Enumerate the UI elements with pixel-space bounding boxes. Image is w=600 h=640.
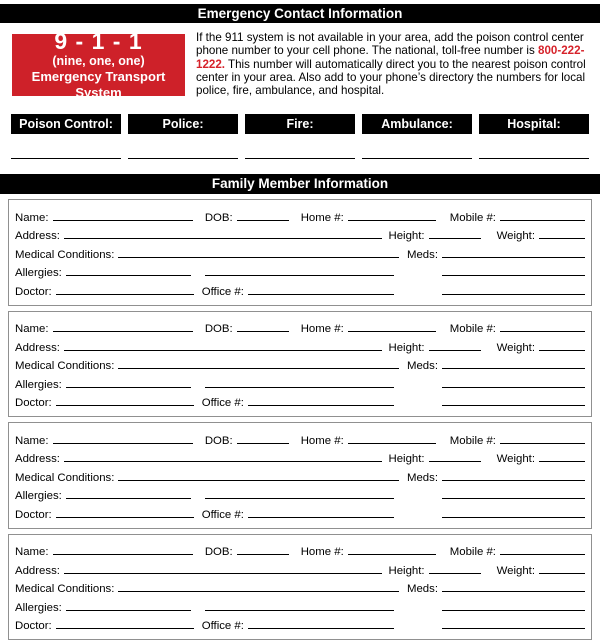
contact-column: [11, 114, 121, 159]
doctor-label: Doctor:: [15, 285, 52, 298]
name-label: Name:: [15, 546, 49, 559]
meds-label: Meds:: [406, 583, 438, 596]
dob-label: DOB:: [204, 211, 233, 224]
contact-number-field-line[interactable]: [479, 158, 589, 159]
member-row-identity: [15, 540, 585, 559]
paragraph-text-before: If the 911 system is not available in your area, add the poison control center phone number to your cell phone. The national, toll-free number is: [196, 31, 584, 58]
allergies-field-line[interactable]: [66, 275, 191, 276]
member-row-address: [15, 447, 585, 466]
office-phone-label: Office #:: [201, 508, 244, 521]
home-phone-label: Home #:: [300, 211, 344, 224]
contact-label-box: [479, 114, 589, 134]
name-label: Name:: [15, 434, 49, 447]
doctor-label: Doctor:: [15, 620, 52, 633]
contact-label: Fire:: [286, 117, 314, 132]
office-phone-label: Office #:: [201, 397, 244, 410]
meds-continuation-line-2[interactable]: [442, 517, 585, 518]
dob-label: DOB:: [204, 323, 233, 336]
contact-number-field-line[interactable]: [245, 158, 355, 159]
poison-control-phone-number: 800-222-1222.: [196, 44, 585, 71]
contact-label-box: [128, 114, 238, 134]
family-member-card: [8, 311, 592, 418]
contact-label: Police:: [162, 117, 204, 132]
dob-field-line[interactable]: [237, 331, 289, 332]
member-row-doctor: [15, 502, 585, 521]
name-label: Name:: [15, 323, 49, 336]
weight-field-line[interactable]: [539, 350, 585, 351]
member-row-doctor: [15, 614, 585, 633]
office-phone-field-line[interactable]: [248, 517, 394, 518]
member-row-address: [15, 558, 585, 577]
member-row-allergies: [15, 372, 585, 391]
dob-field-line[interactable]: [237, 220, 289, 221]
weight-field-line[interactable]: [539, 573, 585, 574]
name-field-line[interactable]: [53, 331, 193, 332]
meds-label: Meds:: [406, 471, 438, 484]
office-phone-label: Office #:: [201, 285, 244, 298]
medical-conditions-field-line[interactable]: [118, 368, 399, 369]
meds-continuation-line-1[interactable]: [442, 610, 585, 611]
contact-label-box: [245, 114, 355, 134]
doctor-field-line[interactable]: [56, 517, 194, 518]
doctor-label: Doctor:: [15, 508, 52, 521]
dob-label: DOB:: [204, 434, 233, 447]
dob-field-line[interactable]: [237, 443, 289, 444]
height-label: Height:: [388, 341, 425, 354]
member-row-allergies: [15, 261, 585, 280]
weight-label: Weight:: [496, 230, 535, 243]
meds-continuation-line-2[interactable]: [442, 294, 585, 295]
contact-number-field-line[interactable]: [11, 158, 121, 159]
height-field-line[interactable]: [429, 461, 481, 462]
meds-field-line[interactable]: [442, 591, 585, 592]
meds-field-line[interactable]: [442, 480, 585, 481]
home-phone-field-line[interactable]: [348, 554, 436, 555]
contact-column: [128, 114, 238, 159]
contact-label: Poison Control:: [19, 117, 113, 132]
home-phone-field-line[interactable]: [348, 331, 436, 332]
meds-continuation-line-1[interactable]: [442, 498, 585, 499]
911-pronunciation: (nine, one, one): [52, 54, 145, 68]
address-label: Address:: [15, 230, 60, 243]
member-row-identity: [15, 317, 585, 336]
meds-continuation-line-1[interactable]: [442, 387, 585, 388]
medical-conditions-field-line[interactable]: [118, 591, 399, 592]
medical-conditions-label: Medical Conditions:: [15, 360, 115, 373]
name-field-line[interactable]: [53, 220, 193, 221]
weight-field-line[interactable]: [539, 238, 585, 239]
member-row-medical: [15, 465, 585, 484]
address-field-line[interactable]: [64, 461, 383, 462]
mobile-phone-label: Mobile #:: [449, 211, 496, 224]
member-row-allergies: [15, 595, 585, 614]
weight-label: Weight:: [496, 341, 535, 354]
contact-column: [245, 114, 355, 159]
family-member-card: [8, 199, 592, 306]
height-field-line[interactable]: [429, 238, 481, 239]
meds-label: Meds:: [406, 360, 438, 373]
allergies-continuation-line[interactable]: [205, 610, 394, 611]
meds-field-line[interactable]: [442, 368, 585, 369]
medical-conditions-field-line[interactable]: [118, 480, 399, 481]
911-system-name: Emergency Transport System: [31, 69, 166, 100]
doctor-field-line[interactable]: [56, 294, 194, 295]
doctor-field-line[interactable]: [56, 628, 194, 629]
allergies-field-line[interactable]: [66, 387, 191, 388]
contact-label-row: [11, 114, 589, 159]
dob-label: DOB:: [204, 546, 233, 559]
member-row-medical: [15, 242, 585, 261]
member-row-address: [15, 224, 585, 243]
address-field-line[interactable]: [64, 573, 383, 574]
nine-one-one-box: [12, 28, 185, 100]
member-row-identity: [15, 205, 585, 224]
family-member-card: [8, 534, 592, 640]
medical-conditions-field-line[interactable]: [118, 257, 399, 258]
office-phone-field-line[interactable]: [248, 628, 394, 629]
member-row-allergies: [15, 484, 585, 503]
mobile-phone-field-line[interactable]: [500, 331, 585, 332]
meds-continuation-line-2[interactable]: [442, 405, 585, 406]
weight-label: Weight:: [496, 564, 535, 577]
allergies-continuation-line[interactable]: [205, 498, 394, 499]
allergies-field-line[interactable]: [66, 498, 191, 499]
mobile-phone-field-line[interactable]: [500, 443, 585, 444]
emergency-911-section: [12, 28, 588, 100]
meds-continuation-line-2[interactable]: [442, 628, 585, 629]
member-row-identity: [15, 428, 585, 447]
mobile-phone-label: Mobile #:: [449, 323, 496, 336]
allergies-continuation-line[interactable]: [205, 387, 394, 388]
meds-continuation-line-1[interactable]: [442, 275, 585, 276]
family-section-title: Family Member Information: [211, 176, 389, 192]
allergies-continuation-line[interactable]: [205, 275, 394, 276]
home-phone-field-line[interactable]: [348, 443, 436, 444]
contact-column: [362, 114, 472, 159]
medical-conditions-label: Medical Conditions:: [15, 248, 115, 261]
address-label: Address:: [15, 341, 60, 354]
home-phone-label: Home #:: [300, 434, 344, 447]
contact-label-box: [11, 114, 121, 134]
doctor-field-line[interactable]: [56, 405, 194, 406]
address-field-line[interactable]: [64, 350, 383, 351]
doctor-label: Doctor:: [15, 397, 52, 410]
family-section-bar: [0, 174, 600, 194]
member-row-doctor: [15, 391, 585, 410]
emergency-header-bar: [0, 4, 600, 23]
member-row-medical: [15, 354, 585, 373]
address-field-line[interactable]: [64, 238, 383, 239]
mobile-phone-field-line[interactable]: [500, 554, 585, 555]
home-phone-label: Home #:: [300, 323, 344, 336]
medical-conditions-label: Medical Conditions:: [15, 583, 115, 596]
allergies-label: Allergies:: [15, 267, 62, 280]
home-phone-label: Home #:: [300, 546, 344, 559]
family-member-card: [8, 422, 592, 529]
height-field-line[interactable]: [429, 573, 481, 574]
paragraph-text-after: This number will automatically direct you to the nearest poison control center in your area. Also add to your phone’s directory the numbers for local police, fire, ambulance, and hospital.: [196, 57, 586, 98]
member-row-doctor: [15, 279, 585, 298]
name-field-line[interactable]: [53, 554, 193, 555]
name-field-line[interactable]: [53, 443, 193, 444]
contact-label: Hospital:: [507, 117, 561, 132]
page-title: Emergency Contact Information: [197, 6, 403, 21]
911-number: 9 - 1 - 1: [54, 28, 143, 54]
poison-control-paragraph: [196, 31, 588, 97]
height-label: Height:: [388, 230, 425, 243]
contact-label: Ambulance:: [381, 117, 453, 132]
name-label: Name:: [15, 211, 49, 224]
meds-field-line[interactable]: [442, 257, 585, 258]
allergies-label: Allergies:: [15, 378, 62, 391]
office-phone-field-line[interactable]: [248, 294, 394, 295]
height-label: Height:: [388, 564, 425, 577]
contact-number-field-line[interactable]: [362, 158, 472, 159]
mobile-phone-label: Mobile #:: [449, 546, 496, 559]
office-phone-field-line[interactable]: [248, 405, 394, 406]
contact-label-box: [362, 114, 472, 134]
dob-field-line[interactable]: [237, 554, 289, 555]
member-row-address: [15, 335, 585, 354]
mobile-phone-field-line[interactable]: [500, 220, 585, 221]
home-phone-field-line[interactable]: [348, 220, 436, 221]
family-member-list: [0, 199, 600, 640]
meds-label: Meds:: [406, 248, 438, 261]
office-phone-label: Office #:: [201, 620, 244, 633]
height-field-line[interactable]: [429, 350, 481, 351]
weight-label: Weight:: [496, 453, 535, 466]
address-label: Address:: [15, 453, 60, 466]
height-label: Height:: [388, 453, 425, 466]
address-label: Address:: [15, 564, 60, 577]
contact-number-field-line[interactable]: [128, 158, 238, 159]
contact-column: [479, 114, 589, 159]
allergies-label: Allergies:: [15, 490, 62, 503]
medical-conditions-label: Medical Conditions:: [15, 471, 115, 484]
mobile-phone-label: Mobile #:: [449, 434, 496, 447]
allergies-label: Allergies:: [15, 601, 62, 614]
weight-field-line[interactable]: [539, 461, 585, 462]
allergies-field-line[interactable]: [66, 610, 191, 611]
member-row-medical: [15, 577, 585, 596]
